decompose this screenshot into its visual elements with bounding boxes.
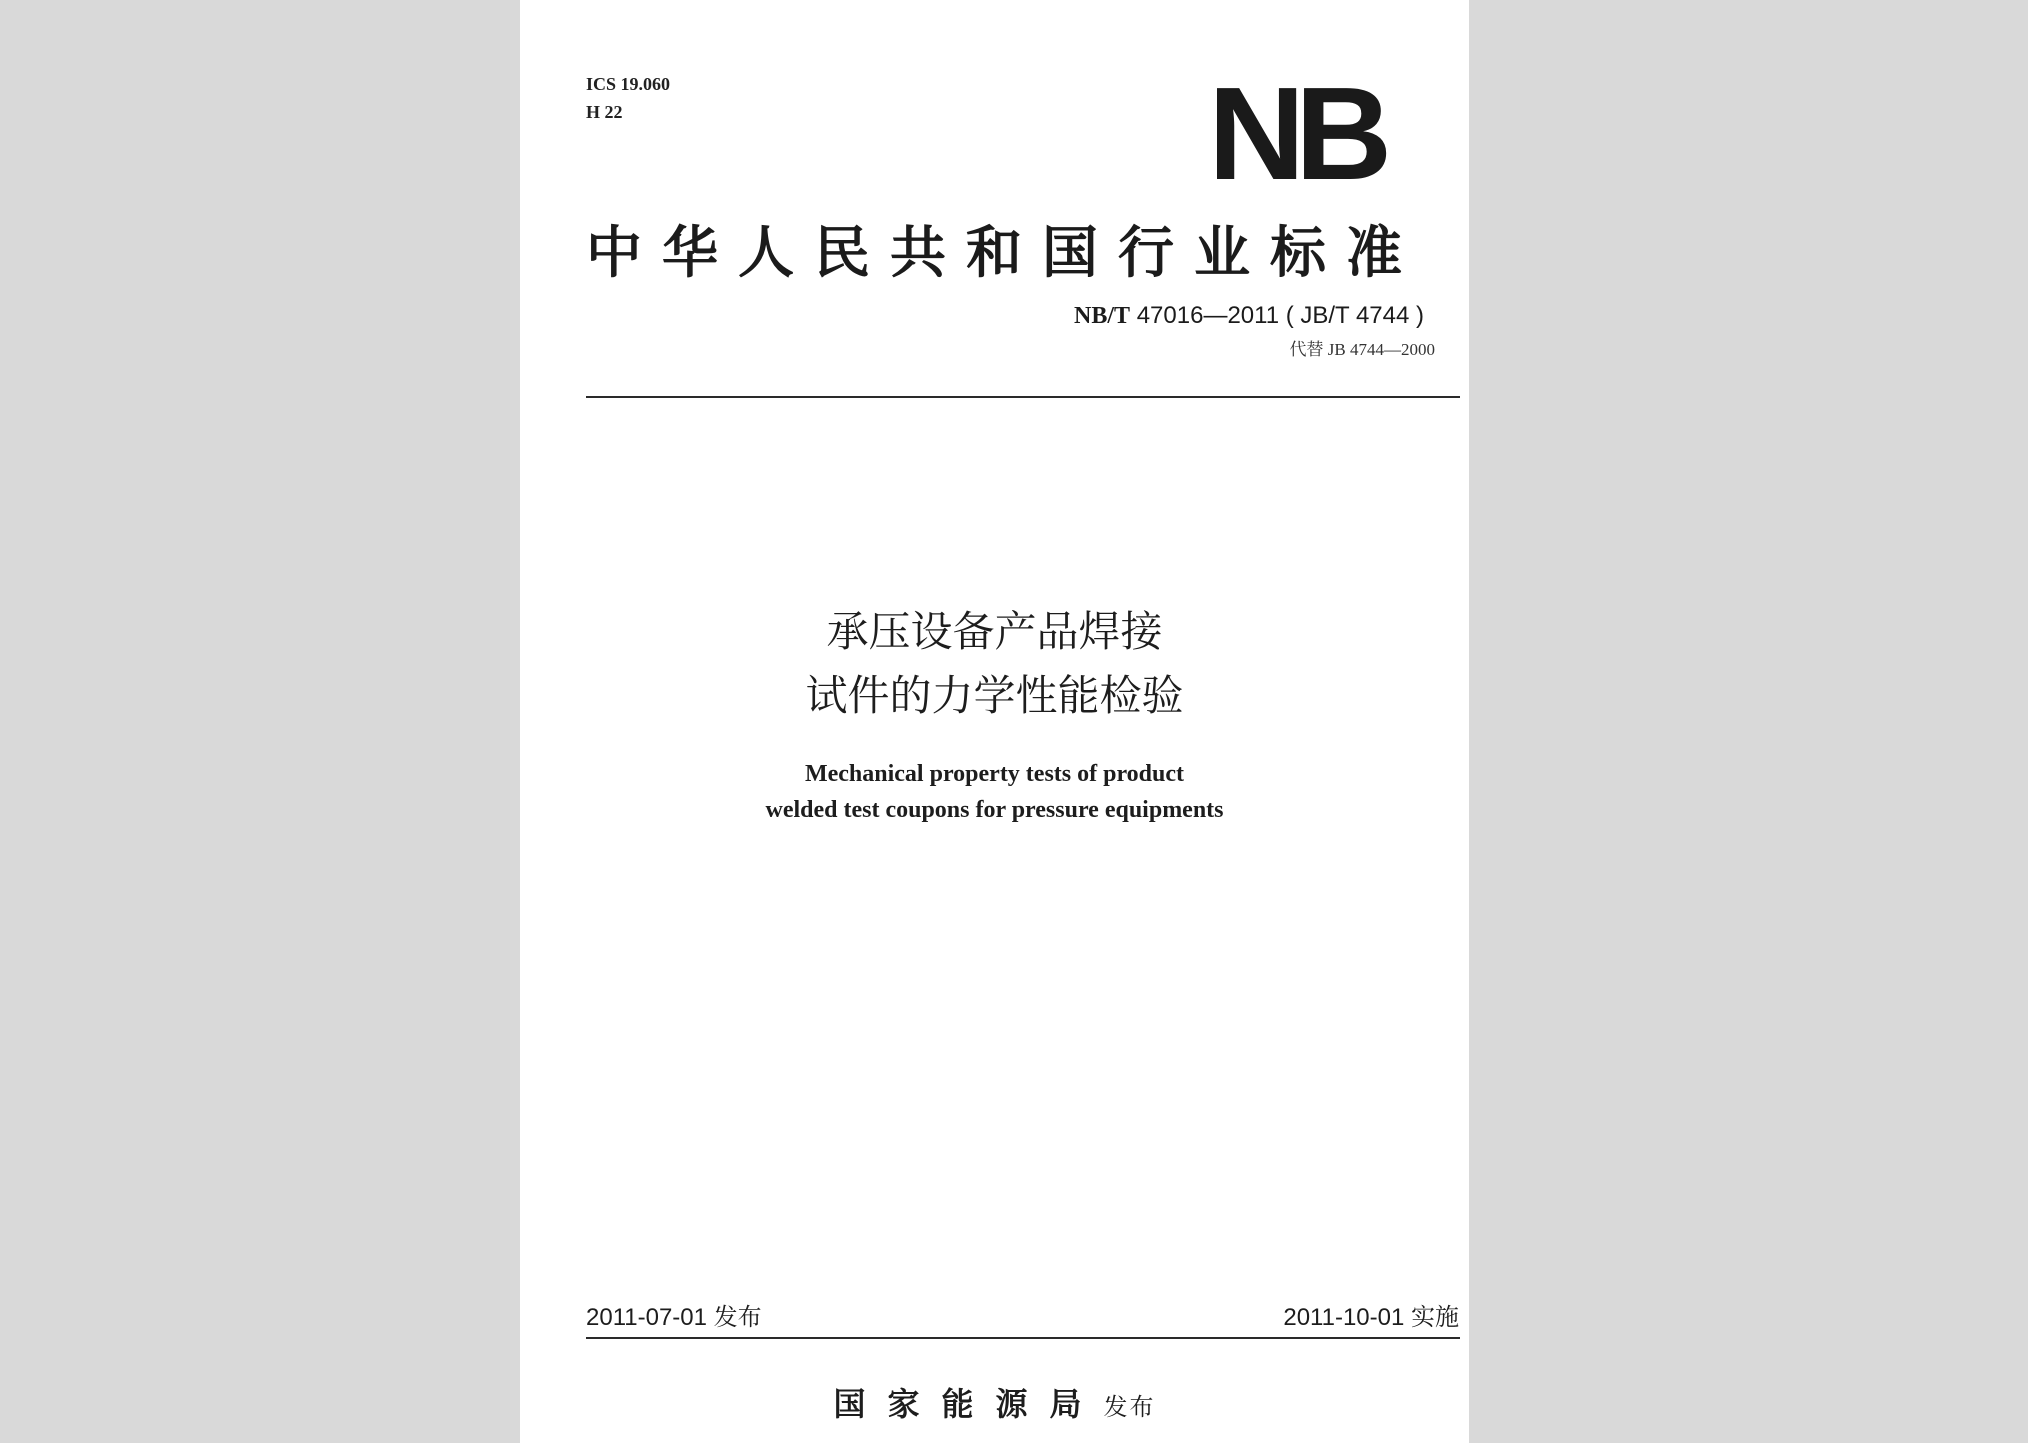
issuer-name: 国家能源局 xyxy=(833,1385,1104,1423)
standard-number xyxy=(1074,300,1424,332)
classification-codes xyxy=(586,70,670,126)
ics-code: ICS 19.060 xyxy=(586,74,671,94)
top-divider xyxy=(586,396,1460,398)
issue-date: 2011-07-01 发布 xyxy=(586,1304,762,1331)
bottom-divider xyxy=(586,1337,1460,1339)
replaces-standard: 代替 JB 4744—2000 xyxy=(1289,340,1435,359)
document-title-english xyxy=(520,756,1469,828)
document-title-chinese xyxy=(520,600,1469,728)
standard-number-prefix: NB/T xyxy=(1074,303,1131,329)
standard-category-title: 中华人民共和国行业标准 xyxy=(586,220,1422,286)
ccs-code: H 22 xyxy=(586,102,623,122)
standard-cover-page xyxy=(520,0,1469,1443)
nb-logo: NB xyxy=(1208,60,1383,207)
title-cn-line-1: 承压设备产品焊接 xyxy=(826,607,1163,656)
standard-number-value: 47016—2011 ( JB/T 4744 ) xyxy=(1136,302,1424,329)
title-en-line-1: Mechanical property tests of product xyxy=(804,761,1185,787)
title-cn-line-2: 试件的力学性能检验 xyxy=(805,671,1184,720)
title-en-line-2: welded test coupons for pressure equipments xyxy=(765,797,1224,823)
issuer-suffix: 发布 xyxy=(1103,1393,1156,1421)
implementation-date: 2011-10-01 实施 xyxy=(1283,1304,1459,1331)
issuing-authority xyxy=(520,1382,1469,1429)
